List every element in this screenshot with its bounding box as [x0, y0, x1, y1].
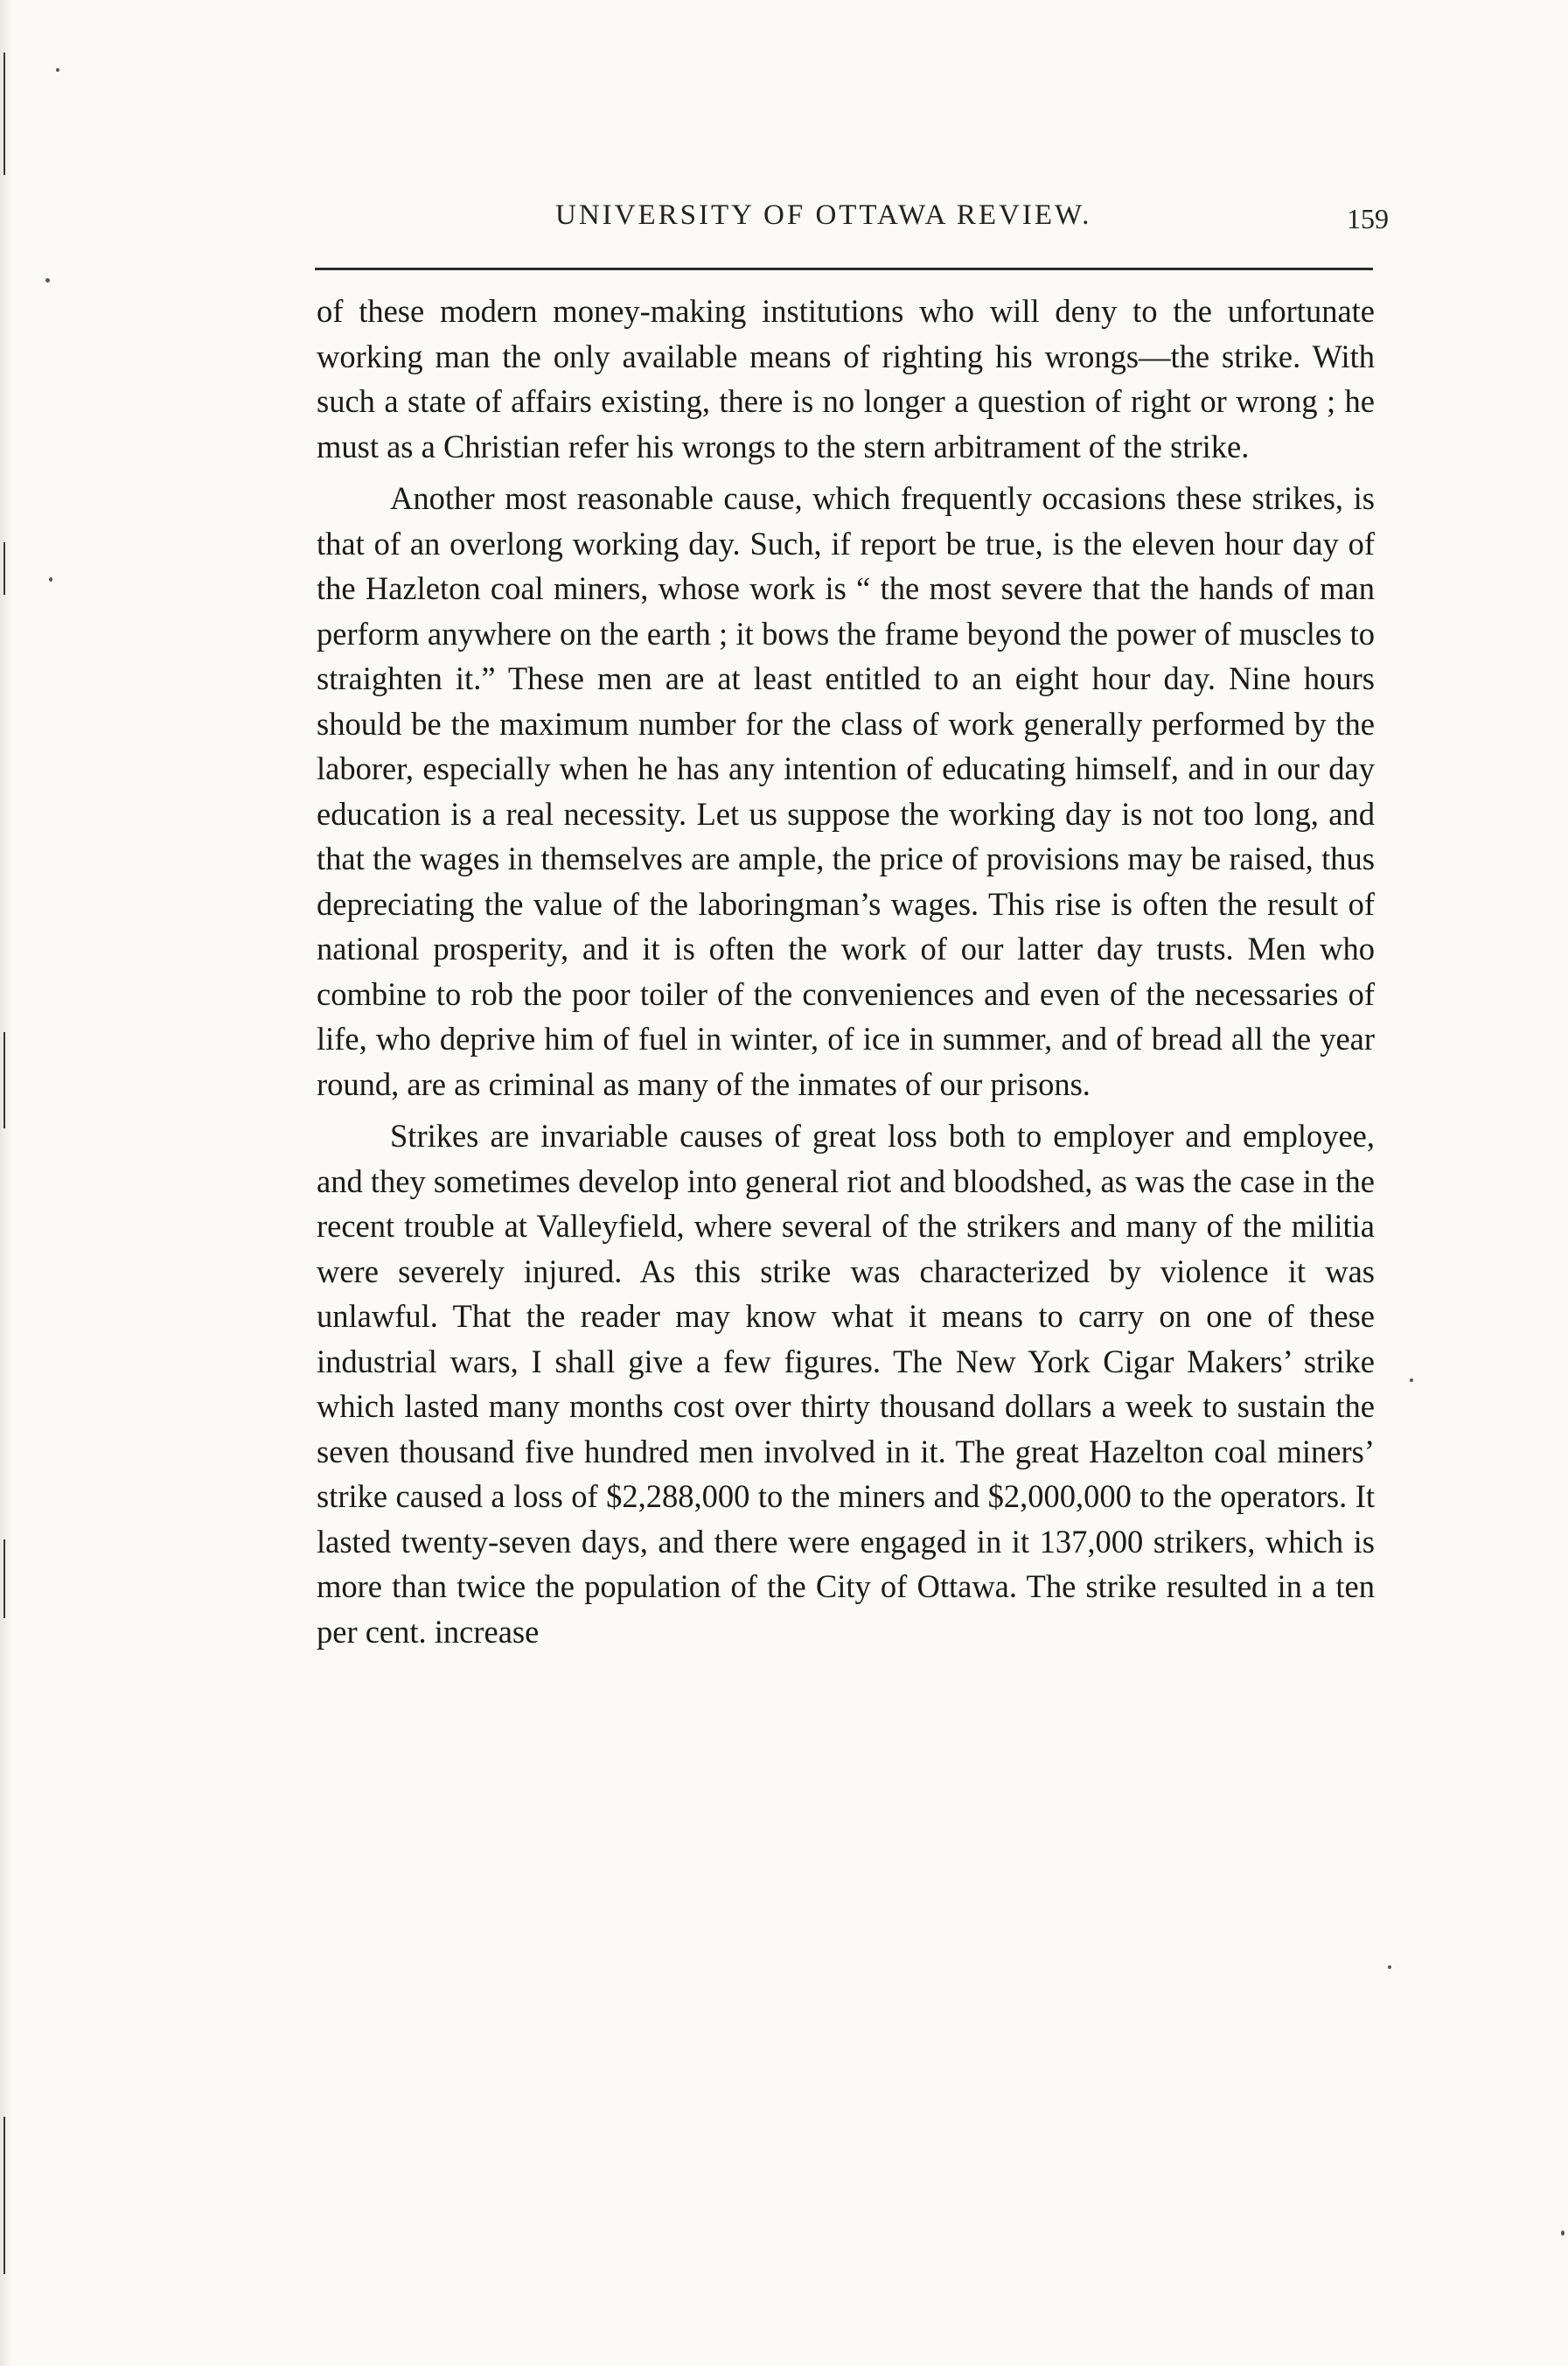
scan-speck	[49, 577, 52, 582]
scan-speck	[45, 278, 50, 283]
scan-speck	[1410, 1378, 1413, 1382]
binding-mark	[3, 52, 5, 175]
page-number: 159	[1347, 203, 1389, 234]
scan-speck	[1388, 1965, 1391, 1969]
page-header	[315, 199, 1390, 252]
binding-mark	[3, 542, 5, 595]
scan-speck	[1561, 2230, 1565, 2236]
binding-mark	[3, 1539, 5, 1618]
paragraph: Another most reasonable cause, which frequently occasions these strikes, is that of an overlong working day. Such, if report be true, is the eleven hour day of the Hazleton coal miners, whose work is “ the most severe that the hands of man perform anywhere on the earth ; it bows the frame beyond the power of muscles to straighten it.” These men are at least entitled to an eight hour day. Nine hours should be the maximum number for the class of work generally performed by the laborer, especially when he has any intention of educating himself, and in our day education is a real necessity. Let us suppose the working day is not too long, and that the wages in themselves are ample, the price of provisions may be raised, thus depreciating the value of the laboringman’s wages. This rise is often the result of national prosperity, and it is often the work of our latter day trusts. Men who combine to rob the poor toiler of the conveniences and even of the necessaries of life, who deprive him of fuel in winter, of ice in summer, and of bread all the year round, are as criminal as many of the inmates of our prisons.	[317, 480, 1375, 1102]
binding-edge	[0, 0, 12, 2366]
scan-speck	[56, 68, 59, 72]
article-body	[317, 289, 1375, 1661]
running-title: UNIVERSITY OF OTTAWA REVIEW.	[555, 199, 1092, 231]
header-rule	[315, 268, 1373, 270]
paragraph-continuation: of these modern money-making institutions who will deny to the unfortunate working man the only available means of righting his wrongs—the strike. With such a state of affairs existing, there is no longer a question of right or wrong ; he must as a Christian refer his wrongs to the stern arbitrament of the strike.	[317, 293, 1375, 464]
paragraph: Strikes are invariable causes of great loss both to employer and employee, and they sometimes develop into general riot and bloodshed, as was the case in the recent trouble at Valleyfield, where several of the strikers and many of the militia were severely injured. As this strike was characterized by violence it was unlawful. That the reader may know what it means to carry on one of these industrial wars, I shall give a few figures. The New York Cigar Makers’ strike which lasted many months cost over thirty thousand dollars a week to sustain the seven thousand five hundred men involved in it. The great Hazelton coal miners’ strike caused a loss of $2,288,000 to the miners and $2,000,000 to the operators. It lasted twenty-seven days, and there were engaged in it 137,000 strikers, which is more than twice the population of the City of Ottawa. The strike resulted in a ten per cent. increase	[317, 1118, 1375, 1650]
binding-mark	[3, 2117, 5, 2274]
binding-mark	[3, 1032, 5, 1128]
